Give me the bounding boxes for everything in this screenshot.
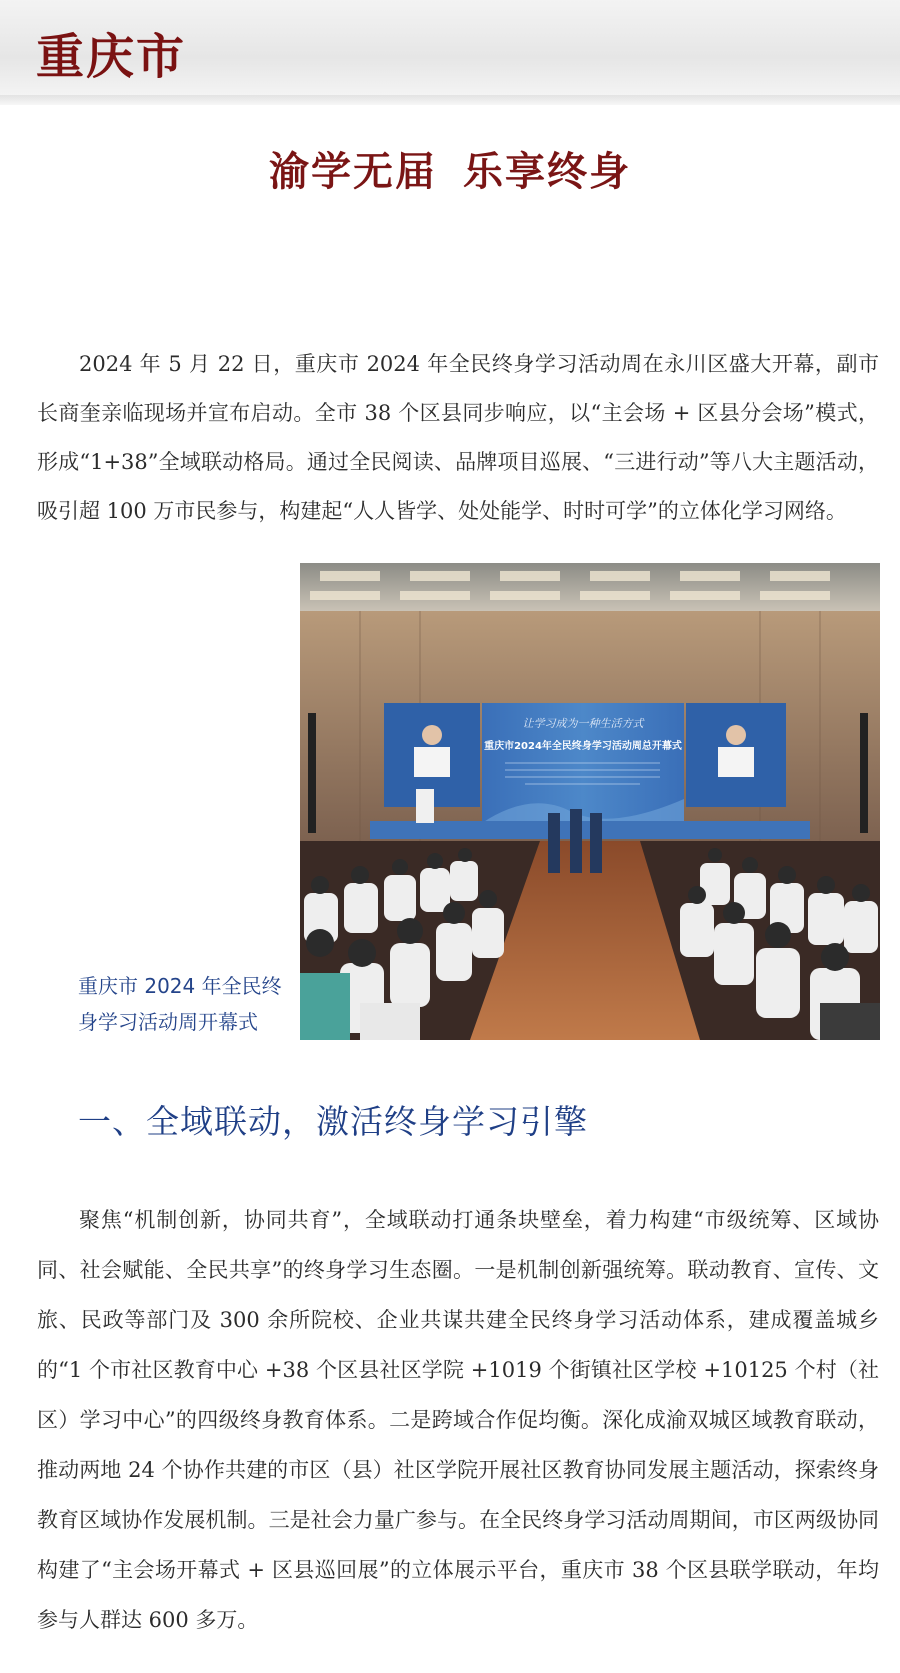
header-band	[0, 0, 900, 105]
section-heading: 一、全域联动，激活终身学习引擎	[78, 1102, 588, 1141]
screen-slogan: 让学习成为一种生活方式	[522, 717, 644, 730]
city-label: 重庆市	[36, 29, 187, 85]
photo-caption: 重庆市 2024 年全民终身学习活动周开幕式	[78, 974, 282, 1034]
screen-title: 重庆市2024年全民终身学习活动周总开幕式	[484, 741, 682, 752]
intro-paragraph: 2024 年 5 月 22 日，重庆市 2024 年全民终身学习活动周在永川区盛大开幕，副市长商奎亲临现场并宣布启动。全市 38 个区县同步响应，以“主会场 + 区县分会场”模式，形成“1+38”全域联动格局。通过全民阅读、品牌项目巡展、“三进行动”等八大主题活动，吸引超 100 万市民参与，构建起“人人皆学、处处能学、时时可学”的立体化学习网络。	[37, 352, 879, 523]
opening-ceremony-photo	[300, 563, 880, 1040]
section-paragraph: 聚焦“机制创新，协同共育”，全域联动打通条块壁垒，着力构建“市级统筹、区域协同、社会赋能、全民共享”的终身学习生态圈。一是机制创新强统筹。联动教育、宣传、文旅、民政等部门及 300 余所院校、企业共谋共建全民终身学习活动体系，建成覆盖城乡的“1 个市社区教育中心 +38 个区县社区学院 +1019 个街镇社区学校 +10125 个村（社区）学习中心”的四级终身教育体系。二是跨域合作促均衡。深化成渝双城区域教育联动，推动两地 24 个协作共建的市区（县）社区学院开展社区教育协同发展主题活动，探索终身教育区域协作发展机制。三是社会力量广参与。在全民终身学习活动周期间，市区两级协同构建了“主会场开幕式 + 区县巡回展”的立体展示平台，重庆市 38 个区县联学联动，年均参与人群达 600 多万。	[37, 1208, 879, 1632]
article-title: 渝学无届 乐享终身	[269, 148, 631, 195]
